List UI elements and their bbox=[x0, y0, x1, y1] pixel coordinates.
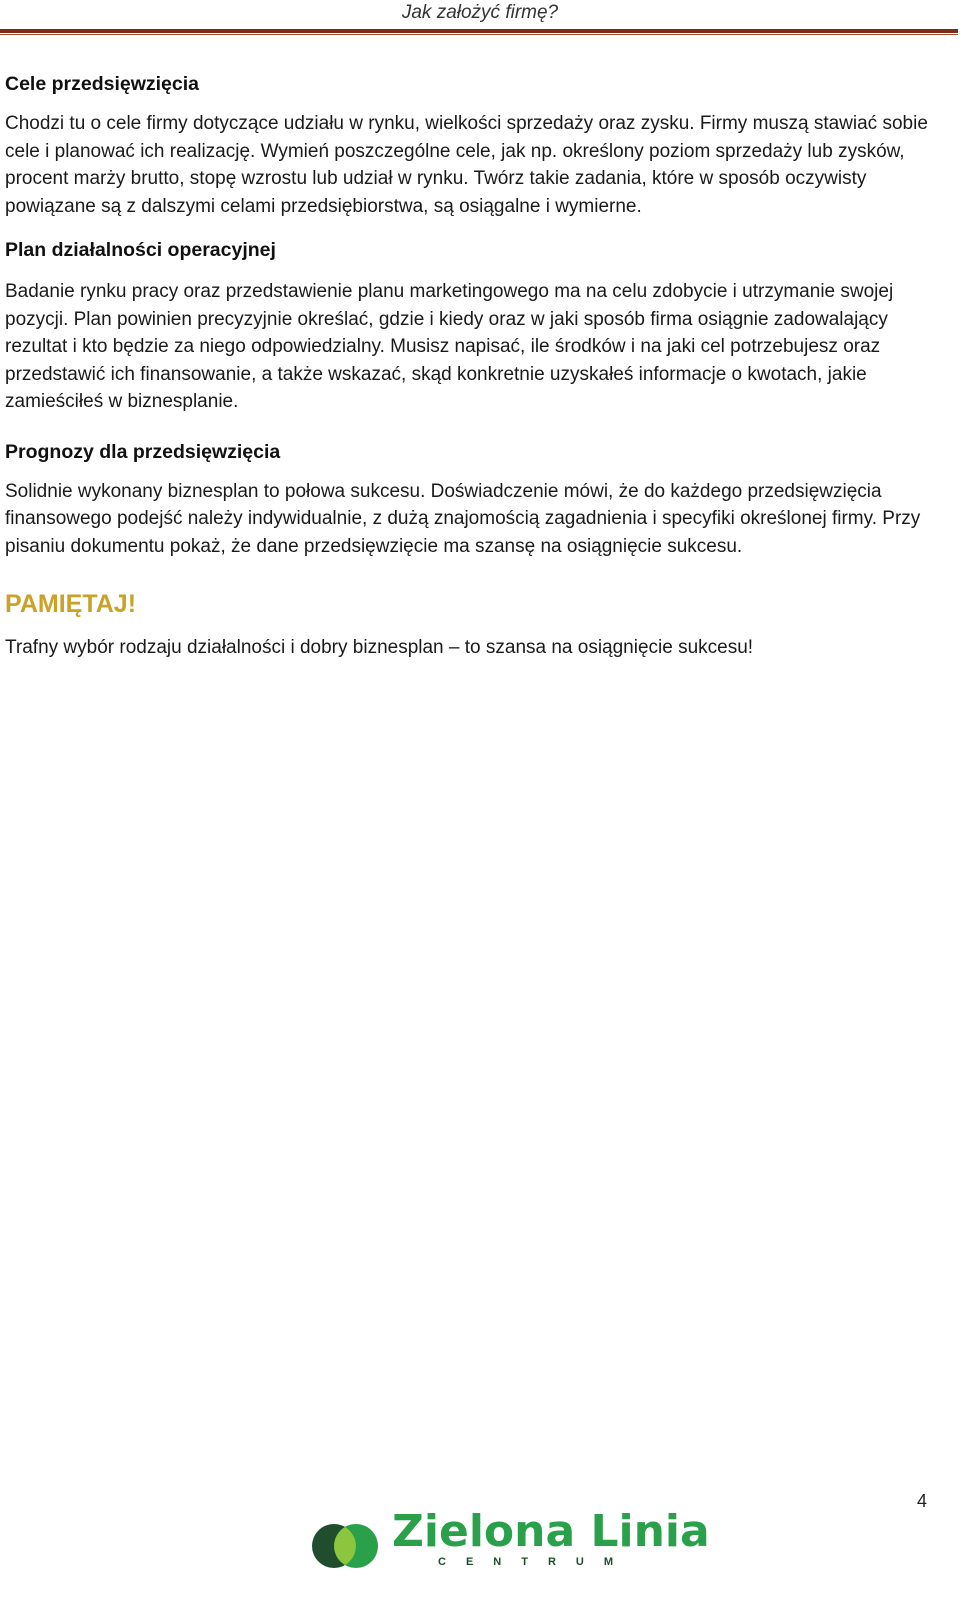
section-heading-goals: Cele przedsięwzięcia bbox=[5, 73, 200, 95]
section-heading-operations: Plan działalności operacyjnej bbox=[5, 239, 276, 261]
header-divider bbox=[0, 29, 958, 33]
logo-circles-icon bbox=[310, 1516, 382, 1576]
section-heading-forecasts: Prognozy dla przedsięwzięcia bbox=[5, 440, 281, 463]
logo-name: Zielona Linia bbox=[392, 1506, 710, 1557]
page-header-title: Jak założyć firmę? bbox=[401, 2, 559, 23]
document-body bbox=[5, 70, 935, 662]
header-divider-thin bbox=[0, 34, 958, 35]
section-text-forecasts: Solidnie wykonany biznesplan to połowa sukcesu. Doświadczenie mówi, że do każdego przedsięwzięcia finansowego podejść należy indywidualnie, z dużą znajomością zagadnienia i specyfiki określonej firmy. Przy pisaniu dokumentu pokaż, że dane przedsięwzięcie ma szansę na osiągnięcie sukcesu. bbox=[5, 480, 921, 557]
logo-subtitle: CENTRUM bbox=[438, 1556, 633, 1568]
page-number: 4 bbox=[916, 1491, 927, 1511]
reminder-label: PAMIĘTAJ! bbox=[5, 590, 137, 618]
section-text-goals: Chodzi tu o cele firmy dotyczące udziału w rynku, wielkości sprzedaży oraz zysku. Firmy muszą stawiać sobie cele i planować ich realizację. Wymień poszczególne cele, jak np. określony poziom sprzedaży lub zysków, procent marży brutto, stopę wzrostu lub udział w rynku. Twórz takie zadania, które w sposób oczywisty powiązane są z dalszymi celami przedsiębiorstwa, są osiągalne i wymierne. bbox=[5, 113, 928, 217]
zielona-linia-logo bbox=[310, 1506, 710, 1610]
reminder-text: Trafny wybór rodzaju działalności i dobry biznesplan – to szansa na osiągnięcie sukcesu! bbox=[5, 637, 754, 658]
section-text-operations: Badanie rynku pracy oraz przedstawienie planu marketingowego ma na celu zdobycie i utrzymanie swojej pozycji. Plan powinien precyzyjnie określać, gdzie i kiedy oraz w jaki sposób firma osiągnie zadowalający rezultat i kto będzie za niego odpowiedzialny. Musisz napisać, ile środków i na jaki cel potrzebujesz oraz przedstawić ich finansowanie, a także wskazać, skąd konkretnie uzyskałeś informacje o kwotach, jakie zamieściłeś w biznesplanie. bbox=[5, 281, 894, 412]
